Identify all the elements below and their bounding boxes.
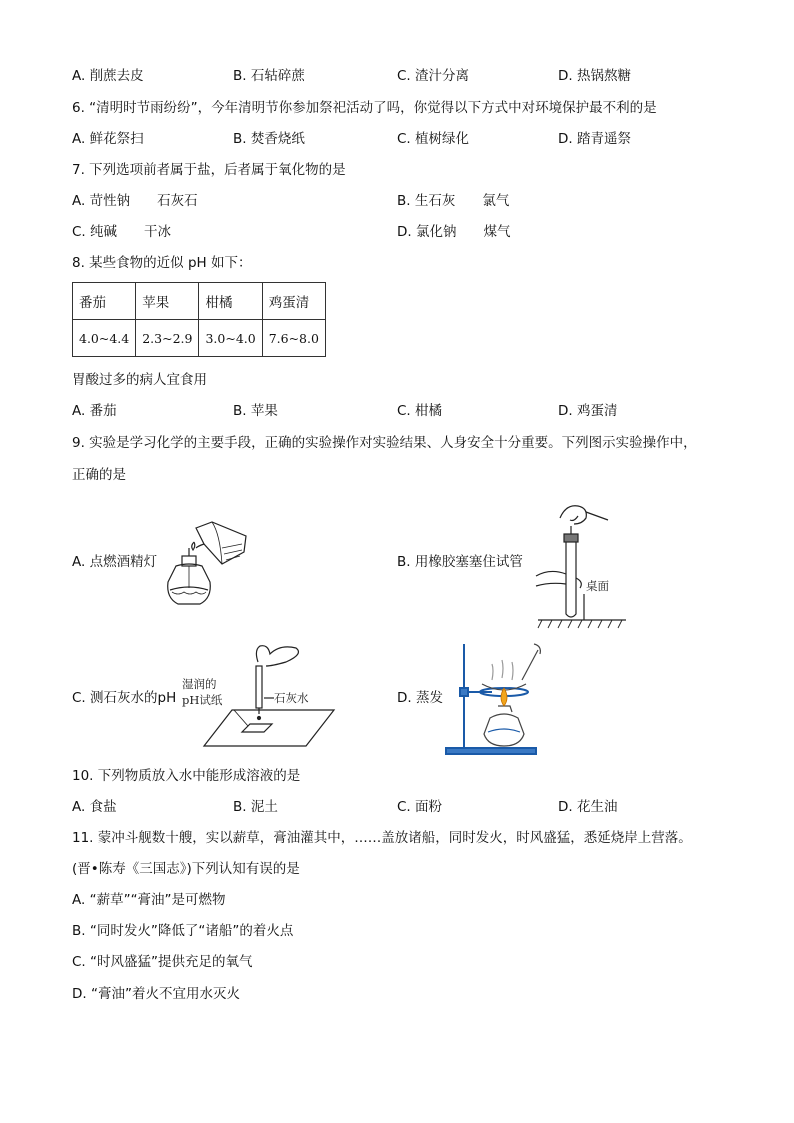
q9-option-b: B. 用橡胶塞塞住试管 <box>397 554 523 570</box>
q6-option-c: C. 植树绿化 <box>397 131 470 147</box>
q7-option-d: D. 氯化钠 煤气 <box>397 224 511 240</box>
q10-option-d: D. 花生油 <box>558 799 618 815</box>
q6-option-a: A. 鲜花祭扫 <box>72 131 144 147</box>
wet-ph-paper-label-1: 湿润的 <box>182 677 217 691</box>
ph-table-header: 苹果 <box>136 283 199 320</box>
q11-stem-line2: (晋•陈寿《三国志》)下列认知有误的是 <box>72 861 300 877</box>
q7-stem: 7. 下列选项前者属于盐，后者属于氧化物的是 <box>72 162 346 178</box>
q9-stem-line1: 9. 实验是学习化学的主要手段，正确的实验操作对实验结果、人身安全十分重要。下列图示实验操作中， <box>72 435 697 451</box>
q6-stem: 6. “清明时节雨纷纷”，今年清明节你参加祭祀活动了吗，你觉得以下方式中对环境保护最不利的是 <box>72 100 657 116</box>
desk-label: 桌面 <box>586 579 609 593</box>
q5-option-b: B. 石轱碎蔗 <box>233 68 305 84</box>
q5-option-d: D. 热锅熬糖 <box>558 68 631 84</box>
ph-test-figure <box>176 640 326 752</box>
q10-option-a: A. 食盐 <box>72 799 117 815</box>
ph-table <box>72 282 326 357</box>
q7-option-b: B. 生石灰 氯气 <box>397 193 510 209</box>
q11-option-b: B. “同时发火”降低了“诸船”的着火点 <box>72 923 294 939</box>
q7-option-a: A. 苛性钠 石灰石 <box>72 193 198 209</box>
q9-option-d: D. 蒸发 <box>397 690 443 706</box>
ph-table-header: 鸡蛋清 <box>262 283 325 320</box>
flame-icon <box>501 688 507 706</box>
ph-table-cell: 4.0~4.4 <box>73 320 136 357</box>
q9-stem-line2: 正确的是 <box>72 467 126 483</box>
q5-option-a: A. 削蔗去皮 <box>72 68 144 84</box>
q10-option-b: B. 泥土 <box>233 799 278 815</box>
ph-table-header: 番茄 <box>73 283 136 320</box>
ph-table-cell: 7.6~8.0 <box>262 320 325 357</box>
wet-ph-paper-label-2: pH试纸 <box>182 693 223 707</box>
q8-option-d: D. 鸡蛋清 <box>558 403 618 419</box>
q6-option-d: D. 踏青遥祭 <box>558 131 631 147</box>
q9-option-c: C. 测石灰水的pH <box>72 690 177 706</box>
q9-option-a: A. 点燃酒精灯 <box>72 554 158 570</box>
q7-option-c: C. 纯碱 干冰 <box>72 224 172 240</box>
q11-option-d: D. “膏油”着火不宜用水灭火 <box>72 986 240 1002</box>
q8-option-a: A. 番茄 <box>72 403 117 419</box>
q11-option-c: C. “时风盛猛”提供充足的氧气 <box>72 954 253 970</box>
q10-stem: 10. 下列物质放入水中能形成溶液的是 <box>72 768 301 784</box>
q8-question: 胃酸过多的病人宜食用 <box>72 372 207 388</box>
alcohol-lamp-figure <box>160 518 255 610</box>
q8-option-c: C. 柑橘 <box>397 403 443 419</box>
q6-option-b: B. 焚香烧纸 <box>233 131 305 147</box>
evaporation-figure <box>446 640 556 756</box>
test-tube-stopper-figure <box>530 498 630 630</box>
ph-table-header: 柑橘 <box>199 283 262 320</box>
q5-option-c: C. 渣汁分离 <box>397 68 470 84</box>
q10-option-c: C. 面粉 <box>397 799 443 815</box>
q8-stem: 8. 某些食物的近似 pH 如下： <box>72 255 252 271</box>
q11-stem-line1: 11. 蒙冲斗舰数十艘，实以薪草，膏油灌其中，……盖放诸船，同时发火，时风盛猛，悉延烧岸上营落。 <box>72 830 692 846</box>
ph-table-cell: 3.0~4.0 <box>199 320 262 357</box>
limewater-label: 石灰水 <box>274 691 309 705</box>
ph-table-cell: 2.3~2.9 <box>136 320 199 357</box>
q11-option-a: A. “薪草”“膏油”是可燃物 <box>72 892 226 908</box>
q8-option-b: B. 苹果 <box>233 403 278 419</box>
